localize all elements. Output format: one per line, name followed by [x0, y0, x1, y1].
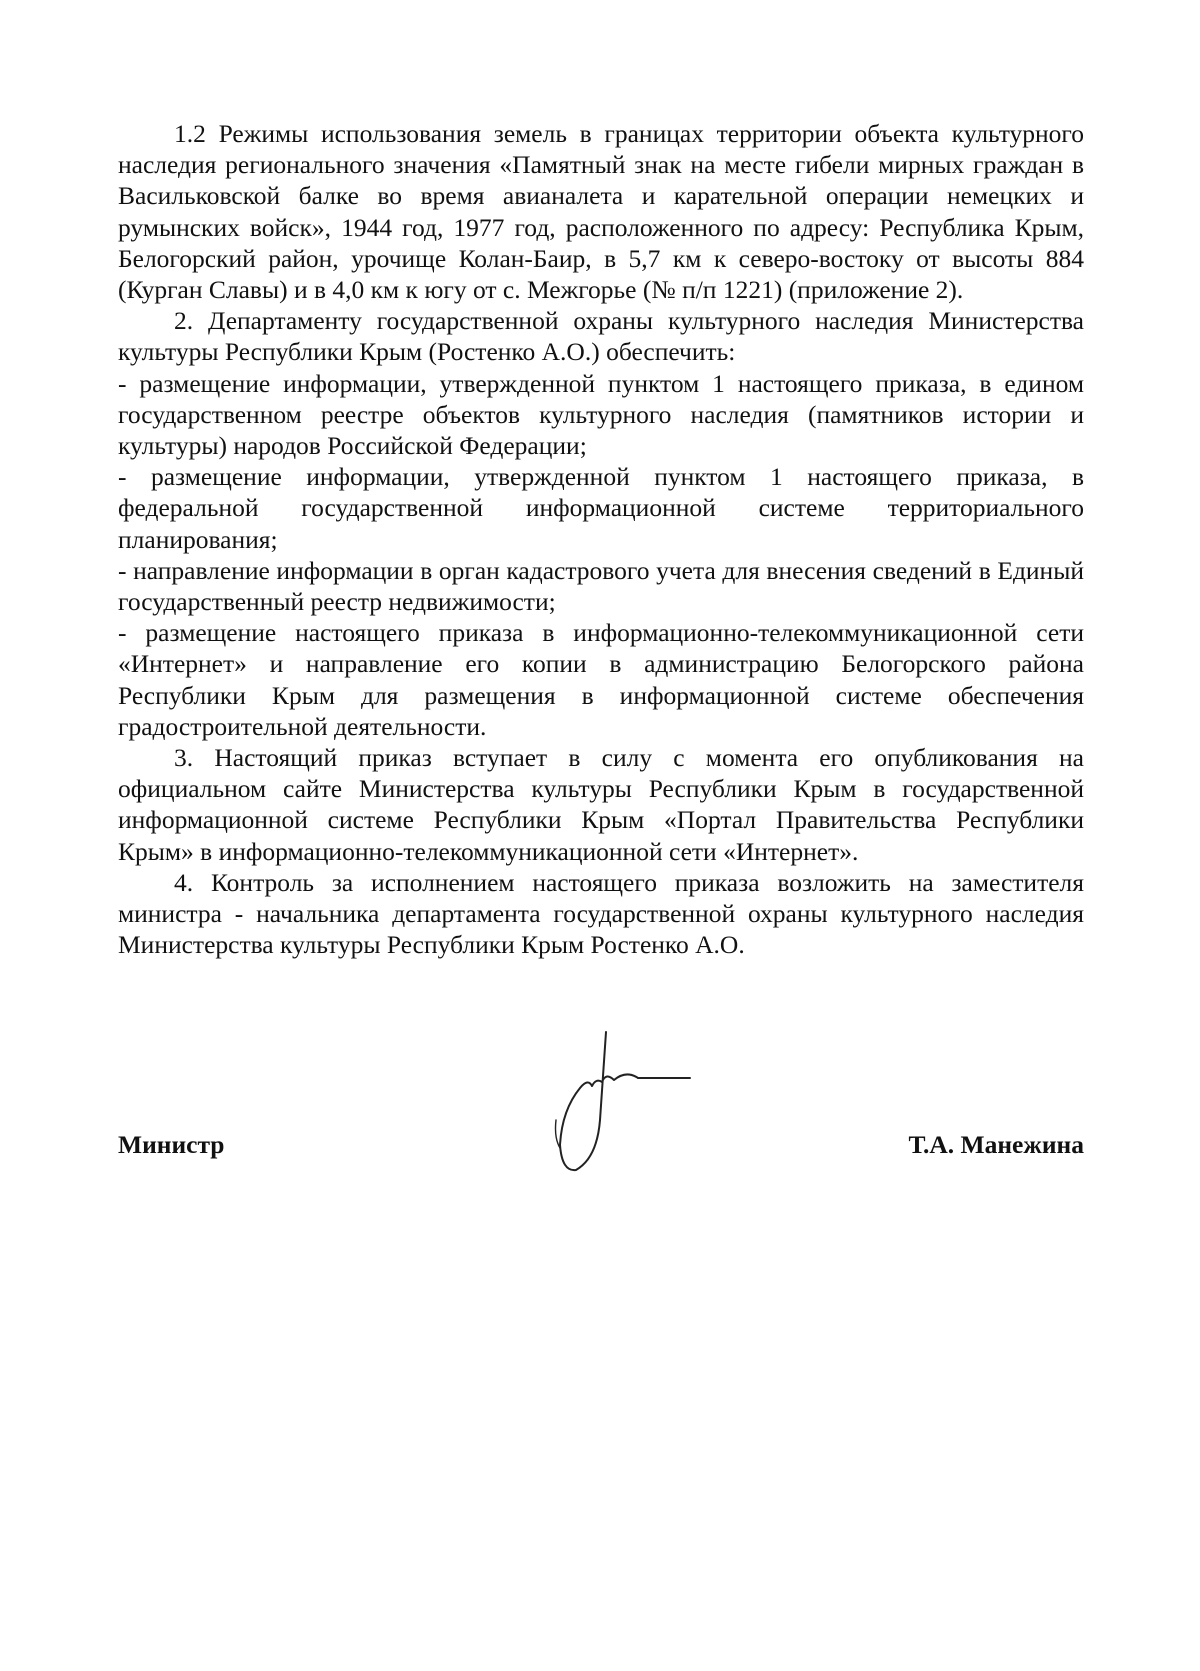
signature-block	[118, 1130, 1084, 1170]
signatory-name: Т.А. Манежина	[908, 1130, 1084, 1159]
paragraph-2: 2. Департаменту государственной охраны культурного наследия Министерства культуры Республики Крым (Ростенко А.О.) обеспечить:	[118, 306, 1084, 367]
paragraph-1-2: 1.2 Режимы использования земель в границах территории объекта культурного наследия регионального значения «Памятный знак на месте гибели мирных граждан в Васильковской балке во время авианалета и карательной операции немецких и румынских войск», 1944 год, 1977 год, расположенного по адресу: Республика Крым, Белогорский район, урочище Колан-Баир, в 5,7 км к северо-востоку от высоты 884 (Курган Славы) и в 4,0 км к югу от с. Межгорье (№ п/п 1221) (приложение 2).	[118, 119, 1084, 305]
paragraph-3: 3. Настоящий приказ вступает в силу с момента его опубликования на официальном сайте Министерства культуры Республики Крым в государственной информационной системе Республики Крым «Портал Правительства Республики Крым» в информационно-телекоммуникационной сети «Интернет».	[118, 743, 1084, 866]
document-body	[118, 118, 1084, 960]
list-item-planning-system: - размещение информации, утвержденной пунктом 1 настоящего приказа, в федеральной государственной информационной системе территориального планирования;	[118, 462, 1084, 554]
list-item-registry: - размещение информации, утвержденной пунктом 1 настоящего приказа, в едином государственном реестре объектов культурного наследия (памятников истории и культуры) народов Российской Федерации;	[118, 368, 1084, 461]
list-item-internet-publication: - размещение настоящего приказа в информационно-телекоммуникационной сети «Интернет» и направление его копии в администрацию Белогорского района Республики Крым для размещения в информационной системе обеспечения градостроительной деятельности.	[118, 618, 1084, 741]
list-item-cadastre: - направление информации в орган кадастрового учета для внесения сведений в Единый государственный реестр недвижимости;	[118, 555, 1084, 617]
paragraph-4: 4. Контроль за исполнением настоящего приказа возложить на заместителя министра - начальника департамента государственной охраны культурного наследия Министерства культуры Республики Крым Ростенко А.О.	[118, 867, 1084, 960]
signatory-title: Министр	[118, 1130, 225, 1159]
